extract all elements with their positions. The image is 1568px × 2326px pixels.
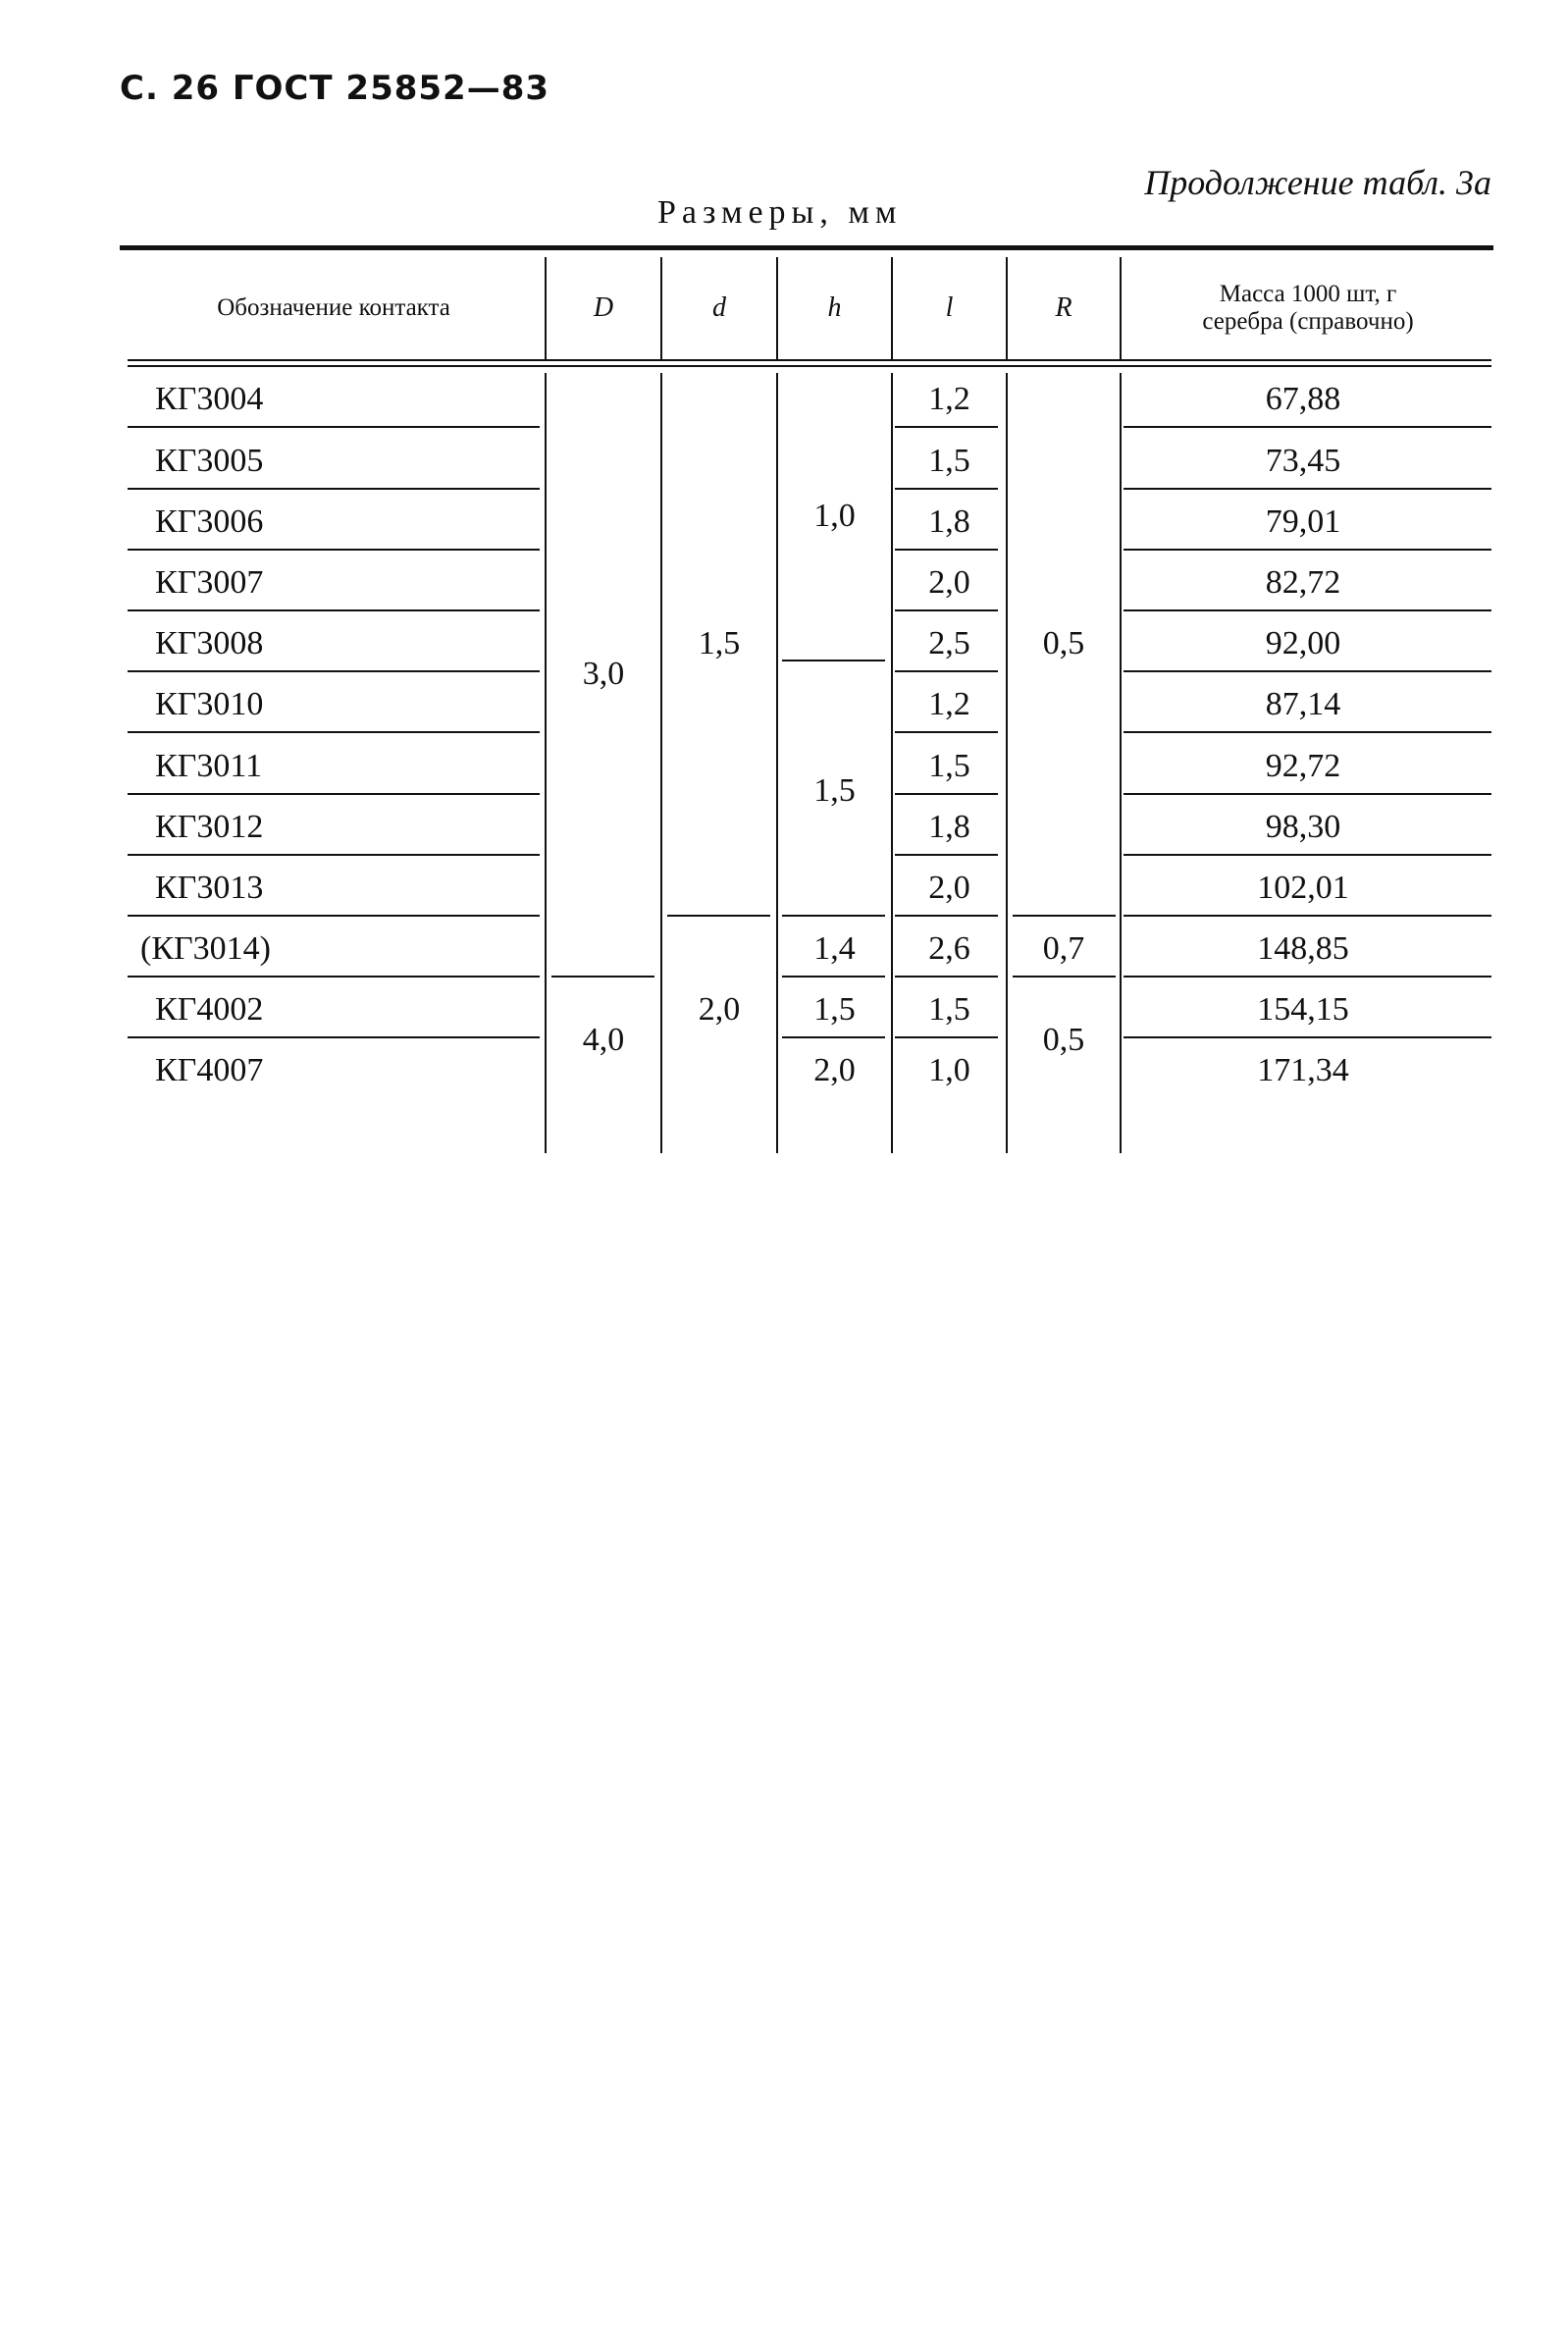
row-separator <box>128 976 540 978</box>
row-separator <box>128 915 540 917</box>
row-separator <box>895 854 998 856</box>
row-separator <box>895 731 998 733</box>
silver-mass-value: 82,72 <box>1265 563 1341 601</box>
length-l-value: 2,0 <box>928 563 970 601</box>
units-caption: Размеры, мм <box>657 194 903 231</box>
row-separator <box>895 1036 998 1038</box>
contact-designation: КГ4002 <box>155 990 264 1028</box>
table-header-rule-1 <box>128 359 1491 361</box>
silver-mass-value: 102,01 <box>1257 869 1349 906</box>
group-separator <box>667 915 770 917</box>
contact-designation: КГ3005 <box>155 442 264 479</box>
table-top-rule <box>120 245 1493 250</box>
col-header-D: D <box>593 292 614 323</box>
contact-designation: КГ3008 <box>155 624 264 661</box>
row-separator <box>128 854 540 856</box>
group-separator <box>1013 915 1116 917</box>
col-header-R: R <box>1055 292 1072 323</box>
contact-designation: (КГ3014) <box>140 929 271 967</box>
row-separator <box>128 426 540 428</box>
height-h-value: 1,5 <box>813 990 856 1028</box>
row-separator <box>128 670 540 672</box>
row-separator <box>1124 488 1491 490</box>
contact-designation: КГ3010 <box>155 685 264 722</box>
silver-mass-value: 79,01 <box>1265 502 1341 540</box>
length-l-value: 1,5 <box>928 747 970 784</box>
row-separator <box>1124 549 1491 551</box>
silver-mass-value: 87,14 <box>1265 685 1341 722</box>
col-header-h: h <box>827 292 842 323</box>
contact-designation: КГ3011 <box>155 747 263 784</box>
row-separator <box>128 793 540 795</box>
radius-R-value: 0,5 <box>1042 625 1085 661</box>
row-separator <box>1124 1036 1491 1038</box>
length-l-value: 1,8 <box>928 808 970 845</box>
col-header-mass <box>1122 257 1494 359</box>
silver-mass-value: 154,15 <box>1257 990 1349 1028</box>
diameter-d-value: 1,5 <box>698 625 741 661</box>
row-separator <box>128 609 540 611</box>
silver-mass-value: 92,72 <box>1265 747 1341 784</box>
silver-mass-value: 92,00 <box>1265 624 1341 661</box>
length-l-value: 1,2 <box>928 381 970 417</box>
table-continuation-label: Продолжение табл. 3а <box>1144 163 1491 202</box>
height-h-value: 1,0 <box>813 498 856 534</box>
row-separator <box>895 549 998 551</box>
length-l-value: 2,6 <box>928 929 970 967</box>
row-separator <box>128 549 540 551</box>
contact-designation: КГ3006 <box>155 502 264 540</box>
mass-header-line-2: серебра (справочно) <box>1202 308 1414 335</box>
height-h-value: 1,4 <box>813 929 856 967</box>
radius-R-value: 0,5 <box>1042 1021 1085 1058</box>
row-separator <box>895 670 998 672</box>
length-l-value: 1,0 <box>928 1051 970 1088</box>
length-l-value: 2,0 <box>928 869 970 906</box>
contact-designation: КГ3013 <box>155 869 264 906</box>
row-separator <box>895 488 998 490</box>
row-separator <box>128 731 540 733</box>
silver-mass-value: 98,30 <box>1265 808 1341 845</box>
group-separator <box>782 976 885 978</box>
col-header-l: l <box>945 292 954 323</box>
row-separator <box>895 426 998 428</box>
group-separator <box>1013 976 1116 978</box>
group-separator <box>551 976 654 978</box>
height-h-value: 2,0 <box>813 1051 856 1088</box>
page-header: С. 26 ГОСТ 25852—83 <box>120 69 550 108</box>
contact-designation: КГ3004 <box>155 381 264 417</box>
contact-designation: КГ3012 <box>155 808 264 845</box>
group-separator <box>782 1036 885 1038</box>
radius-R-value: 0,7 <box>1042 929 1085 967</box>
contact-designation: КГ3007 <box>155 563 264 601</box>
mass-header-line-1: Масса 1000 шт, г <box>1219 281 1397 307</box>
silver-mass-value: 148,85 <box>1257 929 1349 967</box>
silver-mass-value: 171,34 <box>1257 1051 1349 1088</box>
diameter-d-value: 2,0 <box>698 990 741 1028</box>
contact-designation: КГ4007 <box>155 1051 264 1088</box>
row-separator <box>128 488 540 490</box>
row-separator <box>895 793 998 795</box>
height-h-value: 1,5 <box>813 772 856 809</box>
col-header-designation: Обозначение контакта <box>217 294 450 321</box>
row-separator <box>895 976 998 978</box>
length-l-value: 1,5 <box>928 990 970 1028</box>
diameter-D-value: 3,0 <box>582 656 625 692</box>
length-l-value: 1,8 <box>928 502 970 540</box>
length-l-value: 1,5 <box>928 442 970 479</box>
col-header-d: d <box>712 292 726 323</box>
row-separator <box>1124 609 1491 611</box>
row-separator <box>1124 670 1491 672</box>
group-separator <box>782 915 885 917</box>
row-separator <box>1124 426 1491 428</box>
table-header-rule-2 <box>128 365 1491 367</box>
row-separator <box>895 609 998 611</box>
row-separator <box>1124 976 1491 978</box>
row-separator <box>1124 731 1491 733</box>
group-separator <box>782 660 885 661</box>
row-separator <box>128 1036 540 1038</box>
length-l-value: 2,5 <box>928 624 970 661</box>
silver-mass-value: 67,88 <box>1265 381 1341 417</box>
silver-mass-value: 73,45 <box>1265 442 1341 479</box>
row-separator <box>895 915 998 917</box>
length-l-value: 1,2 <box>928 685 970 722</box>
diameter-D-value: 4,0 <box>582 1021 625 1058</box>
row-separator <box>1124 793 1491 795</box>
row-separator <box>1124 915 1491 917</box>
row-separator <box>1124 854 1491 856</box>
